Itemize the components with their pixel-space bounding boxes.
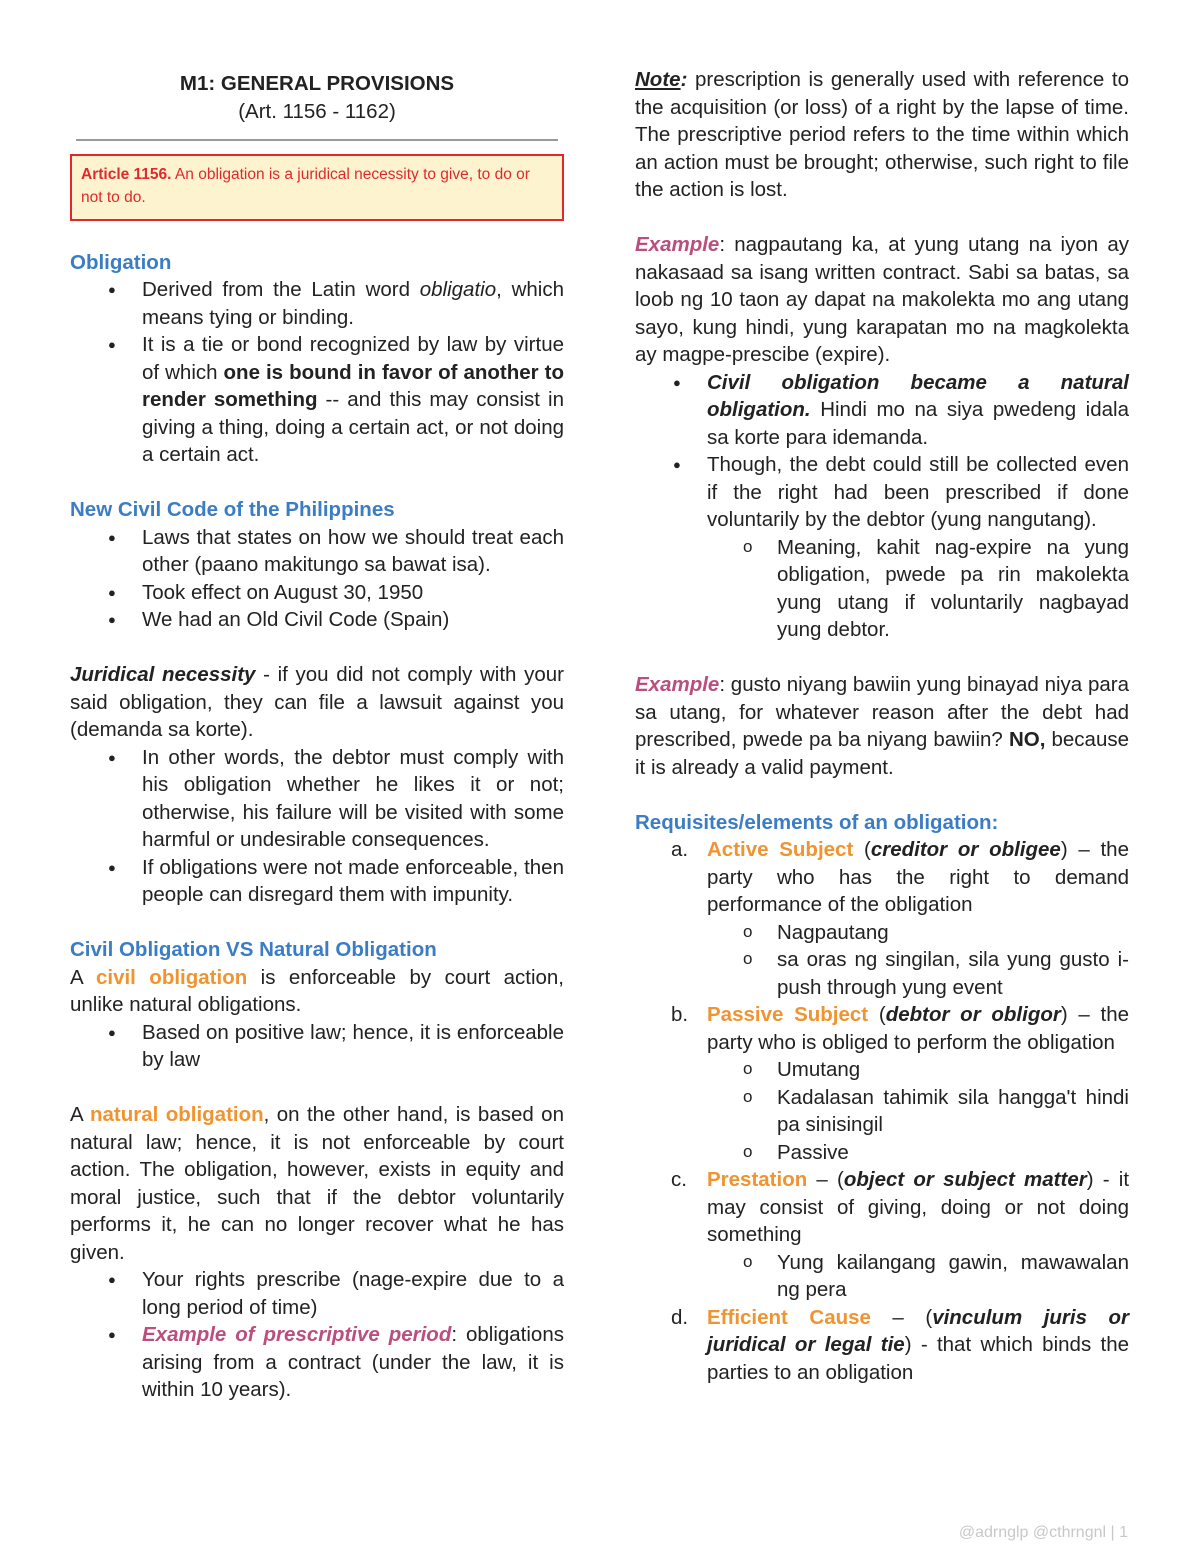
list-item: ● Your rights prescribe (nage-expire due to a long period of time) [70, 1266, 564, 1321]
juridical-list [70, 744, 564, 909]
example-1-list [635, 369, 1129, 644]
list-item: ● Based on positive law; hence, it is enforceable by law [70, 1019, 564, 1074]
page-title: M1: GENERAL PROVISIONS [179, 72, 455, 95]
list-item: ● Civil obligation became a natural obligation. Hindi mo na siya pwedeng idala sa korte para idemanda. [635, 369, 1129, 452]
page-subtitle: (Art. 1156 - 1162) [238, 99, 396, 123]
list-item: o sa oras ng singilan, sila yung gusto i-push through yung event [635, 946, 1129, 1001]
civil-obligation-list [70, 1019, 564, 1074]
article-1156-box [70, 154, 564, 221]
requisite-sublist [635, 1249, 1129, 1304]
requisites-list [635, 836, 1129, 1386]
list-item: o Umutang [635, 1056, 1129, 1084]
civil-code-heading: New Civil Code of the Philippines [70, 498, 395, 521]
requisite-sublist [635, 919, 1129, 1002]
requisites-heading: Requisites/elements of an obligation: [635, 810, 999, 834]
juridical-paragraph: Juridical necessity - if you did not comply with your said obligation, they can file a lawsuit against you (demanda sa korte). [70, 663, 564, 741]
footer-credit: @adrnglp @cthrngnl | 1 [958, 1524, 1128, 1541]
example-2-paragraph: Example: gusto niyang bawiin yung binayad niya para sa utang, for whatever reason after the debt had prescribed, pwede pa ba niyang bawiin? NO, because it is already a valid payment. [635, 673, 1129, 779]
civil-vs-natural-heading: Civil Obligation VS Natural Obligation [70, 938, 437, 961]
list-item: o Meaning, kahit nag-expire na yung obligation, pwede pa rin makolekta yung utang if voluntarily nagbayad yung debtor. [635, 534, 1129, 644]
requisite-item: d. Efficient Cause – (vinculum juris or juridical or legal tie) - that which binds the parties to an obligation [671, 1305, 1129, 1384]
civil-obligation-paragraph: A civil obligation is enforceable by court action, unlike natural obligations. [70, 965, 564, 1016]
list-item: ● We had an Old Civil Code (Spain) [70, 606, 564, 634]
article-text: An obligation is a juridical necessity to give, to do or not to do. [81, 166, 530, 206]
obligation-heading: Obligation [70, 250, 172, 274]
list-item: ● It is a tie or bond recognized by law by virtue of which one is bound in favor of another to render something -- and this may consist in giving a thing, doing a certain act, or not doing a certain act. [70, 331, 564, 469]
note-paragraph: Note: prescription is generally used with reference to the acquisition (or loss) of a right by the lapse of time. The prescriptive period refers to the time within which an action must be brought; otherwise, such right to file the action is lost. [635, 68, 1129, 201]
list-item: ● Derived from the Latin word obligatio, which means tying or binding. [70, 276, 564, 331]
list-item: ● If obligations were not made enforceable, then people can disregard them with impunity. [70, 854, 564, 909]
list-item: ● In other words, the debtor must comply with his obligation whether he likes it or not; otherwise, his failure will be visited with some harmful or undesirable consequences. [70, 744, 564, 854]
left-column [70, 66, 564, 1404]
requisite-item: b. Passive Subject (debtor or obligor) – the party who is obliged to perform the obligation o Umutang o Kadalasan tahimik sila hangga't hindi pa sinisingil o Passive [635, 1001, 1129, 1166]
list-item: ● Though, the debt could still be collected even if the right had been prescribed if done voluntarily by the debtor (yung nangutang). o Meaning, kahit nag-expire na yung obligation, pwede pa rin makolekta yung utang if voluntarily nagbayad yung debtor. [635, 451, 1129, 644]
list-item: ● Laws that states on how we should treat each other (paano makitungo sa bawat isa). [70, 524, 564, 579]
list-item: o Kadalasan tahimik sila hangga't hindi pa sinisingil [635, 1084, 1129, 1139]
example-1-paragraph: Example: nagpautang ka, at yung utang na iyon ay nakasaad sa isang written contract. Sabi sa batas, sa loob ng 10 taon ay dapat na makolekta mo ang utang sayo, kung hindi, yung karapatan mo na magkolekta ay magpe-prescibe (expire). [635, 233, 1129, 366]
requisite-sublist [635, 1056, 1129, 1166]
list-item: o Nagpautang [635, 919, 1129, 947]
list-item: o Passive [635, 1139, 1129, 1167]
requisite-item: c. Prestation – (object or subject matter) - it may consist of giving, doing or not doing something o Yung kailangang gawin, mawawalan ng pera [635, 1166, 1129, 1304]
list-item: o Yung kailangang gawin, mawawalan ng pera [635, 1249, 1129, 1304]
natural-obligation-paragraph: A natural obligation, on the other hand, is based on natural law; hence, it is not enforceable by court action. The obligation, however, exists in equity and moral justice, such that if the debtor voluntarily performs it, he can no longer recover what he has given. [70, 1103, 564, 1264]
list-item: ● Took effect on August 30, 1950 [70, 579, 564, 607]
civil-code-list [70, 524, 564, 634]
list-item: ● Example of prescriptive period: obligations arising from a contract (under the law, it is within 10 years). [70, 1321, 564, 1404]
obligation-list [70, 276, 564, 469]
right-column [635, 66, 1129, 1386]
natural-obligation-list [70, 1266, 564, 1404]
title-divider [76, 139, 558, 141]
example-1-sublist [635, 534, 1129, 644]
requisite-item: a. Active Subject (creditor or obligee) – the party who has the right to demand performance of the obligation o Nagpautang o sa oras ng singilan, sila yung gusto i-push through yung event [635, 836, 1129, 1001]
article-label: Article 1156. [81, 166, 172, 183]
